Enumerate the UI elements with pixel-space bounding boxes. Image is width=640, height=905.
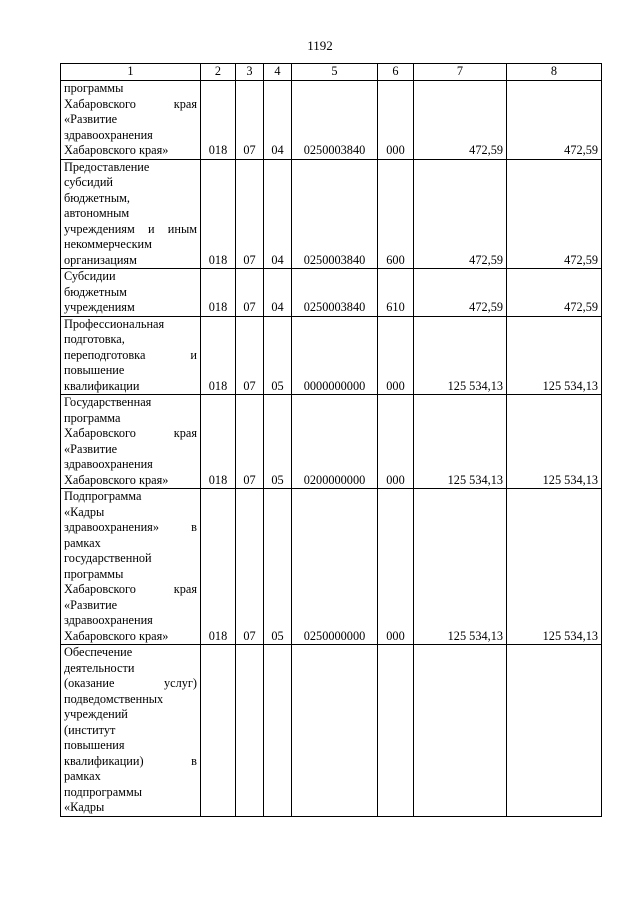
description-line: Хабаровского края» — [64, 472, 169, 487]
subsection-code — [264, 645, 292, 817]
table-row — [61, 489, 602, 645]
table-header-row — [61, 64, 602, 81]
description-line: некоммерческим — [64, 237, 152, 251]
subsection-code: 04 — [264, 81, 292, 160]
description-line: Государственная — [64, 395, 152, 409]
amount-executed: 472,59 — [507, 159, 602, 269]
row-description — [61, 269, 201, 317]
description-line: бюджетным, — [64, 190, 130, 205]
expense-type-code — [378, 645, 414, 817]
description-line: «Кадры — [64, 504, 105, 519]
amount-executed: 125 534,13 — [507, 489, 602, 645]
description-line: квалификации — [64, 378, 140, 393]
ministry-code: 018 — [201, 316, 236, 395]
section-code: 07 — [236, 395, 264, 489]
target-article-code: 0250003840 — [292, 269, 378, 317]
expense-type-code: 000 — [378, 316, 414, 395]
description-line: программа — [64, 410, 121, 425]
expense-type-code: 000 — [378, 81, 414, 160]
budget-table — [60, 63, 602, 817]
description-line: «Развитие — [64, 441, 118, 456]
row-description — [61, 645, 201, 817]
expense-type-code: 000 — [378, 489, 414, 645]
description-line: деятельности — [64, 660, 135, 675]
column-header-2: 2 — [201, 64, 236, 81]
description-line: повышение — [64, 363, 125, 377]
description-line: Субсидии — [64, 269, 116, 283]
description-line: программы — [64, 81, 124, 95]
description-line: переподготовка и — [64, 347, 197, 362]
description-line: Обеспечение — [64, 645, 133, 659]
ministry-code: 018 — [201, 159, 236, 269]
ministry-code: 018 — [201, 81, 236, 160]
target-article-code: 0250003840 — [292, 81, 378, 160]
column-header-1: 1 — [61, 64, 201, 81]
column-header-3: 3 — [236, 64, 264, 81]
subsection-code: 05 — [264, 489, 292, 645]
expense-type-code: 610 — [378, 269, 414, 317]
row-description — [61, 81, 201, 160]
table-row — [61, 645, 602, 817]
row-description — [61, 316, 201, 395]
ministry-code: 018 — [201, 269, 236, 317]
expense-type-code: 600 — [378, 159, 414, 269]
column-header-5: 5 — [292, 64, 378, 81]
description-line: автономным — [64, 206, 130, 220]
amount-approved: 125 534,13 — [414, 316, 507, 395]
description-line: Подпрограмма — [64, 489, 142, 503]
table-row — [61, 316, 602, 395]
description-line: подготовка, — [64, 332, 125, 346]
amount-approved: 472,59 — [414, 159, 507, 269]
subsection-code: 04 — [264, 159, 292, 269]
description-line: учреждениям — [64, 300, 135, 314]
amount-executed — [507, 645, 602, 817]
amount-executed: 472,59 — [507, 269, 602, 317]
description-line: рамках — [64, 535, 101, 550]
expense-type-code: 000 — [378, 395, 414, 489]
description-line: «Кадры — [64, 800, 105, 814]
description-line: программы — [64, 566, 124, 581]
amount-approved: 125 534,13 — [414, 489, 507, 645]
table-row — [61, 81, 602, 160]
target-article-code: 0250000000 — [292, 489, 378, 645]
row-description — [61, 159, 201, 269]
description-line: «Развитие — [64, 112, 118, 126]
target-article-code — [292, 645, 378, 817]
amount-executed: 125 534,13 — [507, 316, 602, 395]
description-line: учреждений — [64, 707, 128, 721]
table-row — [61, 395, 602, 489]
column-header-6: 6 — [378, 64, 414, 81]
table-row — [61, 269, 602, 317]
row-description — [61, 395, 201, 489]
description-line: здравоохранения» в — [64, 520, 197, 534]
amount-approved: 125 534,13 — [414, 395, 507, 489]
amount-approved — [414, 645, 507, 817]
description-line: Хабаровского края — [64, 426, 197, 440]
table-row — [61, 159, 602, 269]
section-code: 07 — [236, 489, 264, 645]
description-line: субсидий — [64, 175, 113, 189]
ministry-code — [201, 645, 236, 817]
description-line: повышения — [64, 738, 125, 752]
section-code: 07 — [236, 269, 264, 317]
description-line: здравоохранения — [64, 613, 153, 627]
description-line: подпрограммы — [64, 784, 142, 799]
amount-executed: 472,59 — [507, 81, 602, 160]
description-line: бюджетным — [64, 284, 127, 299]
column-header-7: 7 — [414, 64, 507, 81]
ministry-code: 018 — [201, 395, 236, 489]
description-line: здравоохранения — [64, 127, 153, 142]
description-line: (институт — [64, 722, 116, 737]
subsection-code: 05 — [264, 316, 292, 395]
description-line: «Развитие — [64, 597, 118, 612]
description-line: Профессиональная — [64, 316, 165, 331]
description-line: организациям — [64, 252, 137, 267]
amount-approved: 472,59 — [414, 81, 507, 160]
description-line: здравоохранения — [64, 457, 153, 471]
section-code — [236, 645, 264, 817]
column-header-4: 4 — [264, 64, 292, 81]
description-line: государственной — [64, 551, 152, 565]
amount-executed: 125 534,13 — [507, 395, 602, 489]
amount-approved: 472,59 — [414, 269, 507, 317]
target-article-code: 0000000000 — [292, 316, 378, 395]
description-line: Предоставление — [64, 159, 150, 174]
description-line: квалификации) в — [64, 753, 197, 768]
target-article-code: 0200000000 — [292, 395, 378, 489]
section-code: 07 — [236, 316, 264, 395]
section-code: 07 — [236, 81, 264, 160]
target-article-code: 0250003840 — [292, 159, 378, 269]
description-line: Хабаровского края» — [64, 143, 169, 157]
section-code: 07 — [236, 159, 264, 269]
description-line: Хабаровского края — [64, 96, 197, 111]
description-line: Хабаровского края — [64, 582, 197, 596]
ministry-code: 018 — [201, 489, 236, 645]
column-header-8: 8 — [507, 64, 602, 81]
row-description — [61, 489, 201, 645]
description-line: подведомственных — [64, 691, 164, 706]
subsection-code: 04 — [264, 269, 292, 317]
description-line: (оказание услуг) — [64, 676, 197, 690]
description-line: Хабаровского края» — [64, 628, 169, 643]
description-line: рамках — [64, 769, 101, 783]
subsection-code: 05 — [264, 395, 292, 489]
description-line: учреждениям и иным — [64, 221, 197, 236]
page-number: 1192 — [307, 38, 333, 53]
